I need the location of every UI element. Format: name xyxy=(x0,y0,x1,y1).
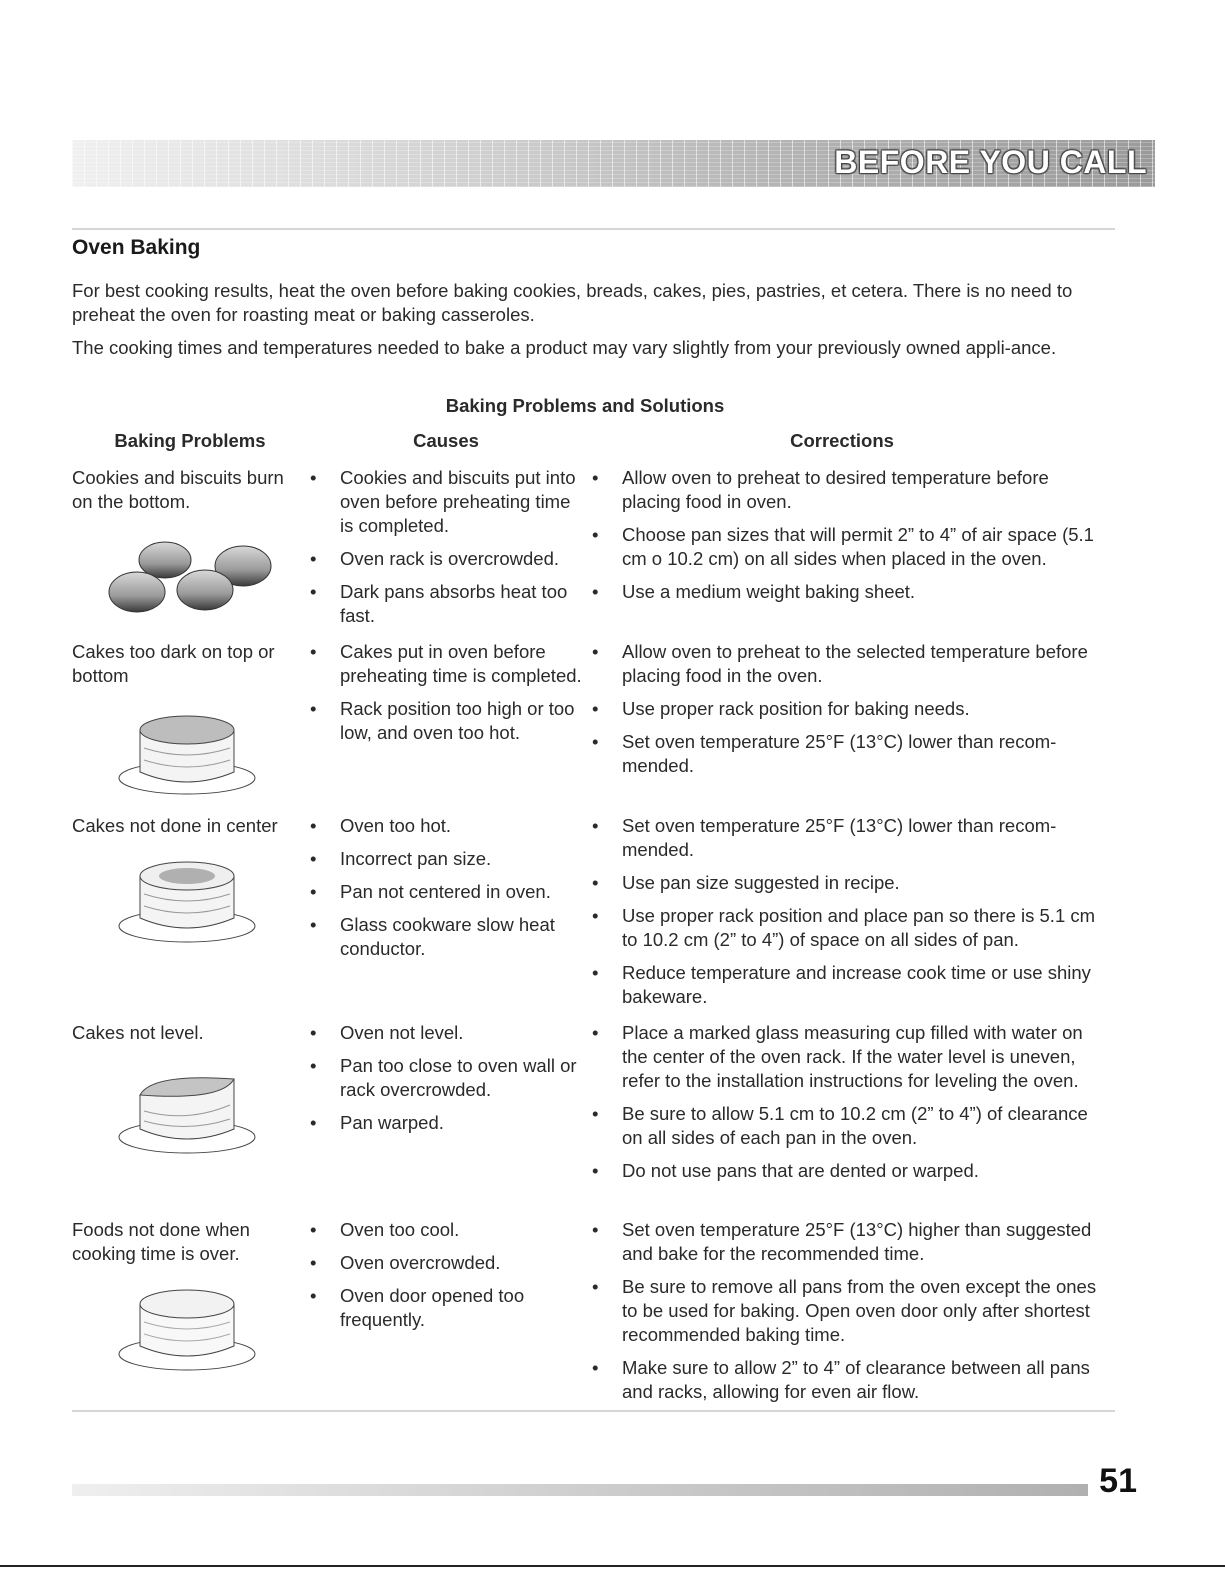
problem-text: Cookies and biscuits burn on the bottom. xyxy=(72,467,284,512)
causes-list xyxy=(340,640,588,754)
correction-item: • Make sure to allow 2” to 4” of clearance between all pans and racks, allowing for even air flow. xyxy=(622,1356,1102,1404)
corrections-list xyxy=(622,814,1102,1018)
correction-item: • Use pan size suggested in recipe. xyxy=(622,871,1102,895)
cause-item: • Pan too close to oven wall or rack overcrowded. xyxy=(340,1054,588,1102)
causes-list xyxy=(340,1021,588,1144)
cause-item: • Oven too hot. xyxy=(340,814,588,838)
correction-item: • Set oven temperature 25°F (13°C) higher than suggested and bake for the recommended time. xyxy=(622,1218,1102,1266)
problem-text: Foods not done when cooking time is over. xyxy=(72,1219,250,1264)
correction-item: • Reduce temperature and increase cook time or use shiny bakeware. xyxy=(622,961,1102,1009)
correction-item: • Be sure to allow 5.1 cm to 10.2 cm (2” to 4”) of clearance on all sides of each pan in the oven. xyxy=(622,1102,1102,1150)
cookies-illustration xyxy=(105,526,285,626)
cause-item: • Oven overcrowded. xyxy=(340,1251,588,1275)
correction-item: • Choose pan sizes that will permit 2” to 4” of air space (5.1 cm o 10.2 cm) on all sides when placed in the oven. xyxy=(622,523,1102,571)
cause-item: • Rack position too high or too low, and oven too hot. xyxy=(340,697,588,745)
page-number: 51 xyxy=(1099,1462,1137,1500)
corrections-list xyxy=(622,640,1102,787)
corrections-list xyxy=(622,466,1102,613)
correction-item: • Allow oven to preheat to the selected temperature before placing food in the oven. xyxy=(622,640,1102,688)
causes-list xyxy=(340,1218,588,1341)
cake-uneven-illustration xyxy=(112,1065,262,1159)
column-header-corrections: Corrections xyxy=(790,430,894,451)
correction-item: • Use proper rack position and place pan so there is 5.1 cm to 10.2 cm (2” to 4”) of space on all sides of pan. xyxy=(622,904,1102,952)
column-header-problems: Baking Problems xyxy=(114,430,266,451)
top-rule xyxy=(72,228,1115,230)
bottom-rule xyxy=(72,1410,1115,1412)
cause-item: • Cakes put in oven before preheating time is completed. xyxy=(340,640,588,688)
cause-item: • Pan warped. xyxy=(340,1111,588,1135)
cause-item: • Oven too cool. xyxy=(340,1218,588,1242)
cause-item: • Glass cookware slow heat conductor. xyxy=(340,913,588,961)
causes-list xyxy=(340,466,588,637)
correction-item: • Do not use pans that are dented or warped. xyxy=(622,1159,1102,1183)
cake-undone-illustration xyxy=(112,1282,262,1378)
problem-text: Cakes not level. xyxy=(72,1022,204,1043)
cause-item: • Dark pans absorbs heat too fast. xyxy=(340,580,588,628)
banner-title: BEFORE YOU CALL xyxy=(834,144,1147,180)
problem-text: Cakes not done in center xyxy=(72,815,278,836)
correction-item: • Allow oven to preheat to desired temperature before placing food in oven. xyxy=(622,466,1102,514)
section-title: Oven Baking xyxy=(72,236,201,259)
cake-center-illustration xyxy=(112,854,262,950)
problem-text: Cakes too dark on top or bottom xyxy=(72,641,275,686)
table-title: Baking Problems and Solutions xyxy=(445,395,725,416)
correction-item: • Use proper rack position for baking needs. xyxy=(622,697,1102,721)
correction-item: • Be sure to remove all pans from the oven except the ones to be used for baking. Open oven door only after shortest recommended baking time. xyxy=(622,1275,1102,1347)
cake-dark-illustration xyxy=(112,708,262,802)
correction-item: • Place a marked glass measuring cup filled with water on the center of the oven rack. If the water level is uneven, refer to the installation instructions for leveling the oven. xyxy=(622,1021,1102,1093)
page-edge-line xyxy=(0,1565,1225,1567)
cause-item: • Pan not centered in oven. xyxy=(340,880,588,904)
footer-bar xyxy=(72,1484,1088,1496)
header-banner xyxy=(72,140,1155,187)
column-header-causes: Causes xyxy=(413,430,479,451)
correction-item: • Use a medium weight baking sheet. xyxy=(622,580,1102,604)
corrections-list xyxy=(622,1021,1102,1192)
intro-paragraph-1: For best cooking results, heat the oven before baking cookies, breads, cakes, pies, pastries, et cetera. There is no need to preheat the oven for roasting meat or baking casseroles. xyxy=(72,280,1073,325)
causes-list xyxy=(340,814,588,970)
cause-item: • Oven not level. xyxy=(340,1021,588,1045)
cause-item: • Incorrect pan size. xyxy=(340,847,588,871)
cause-item: • Oven door opened too frequently. xyxy=(340,1284,588,1332)
cause-item: • Cookies and biscuits put into oven before preheating time is completed. xyxy=(340,466,588,538)
cause-item: • Oven rack is overcrowded. xyxy=(340,547,588,571)
corrections-list xyxy=(622,1218,1102,1413)
correction-item: • Set oven temperature 25°F (13°C) lower than recom-mended. xyxy=(622,730,1102,778)
intro-paragraph-2: The cooking times and temperatures needed to bake a product may vary slightly from your previously owned appli-ance. xyxy=(72,337,1057,358)
correction-item: • Set oven temperature 25°F (13°C) lower than recom-mended. xyxy=(622,814,1102,862)
